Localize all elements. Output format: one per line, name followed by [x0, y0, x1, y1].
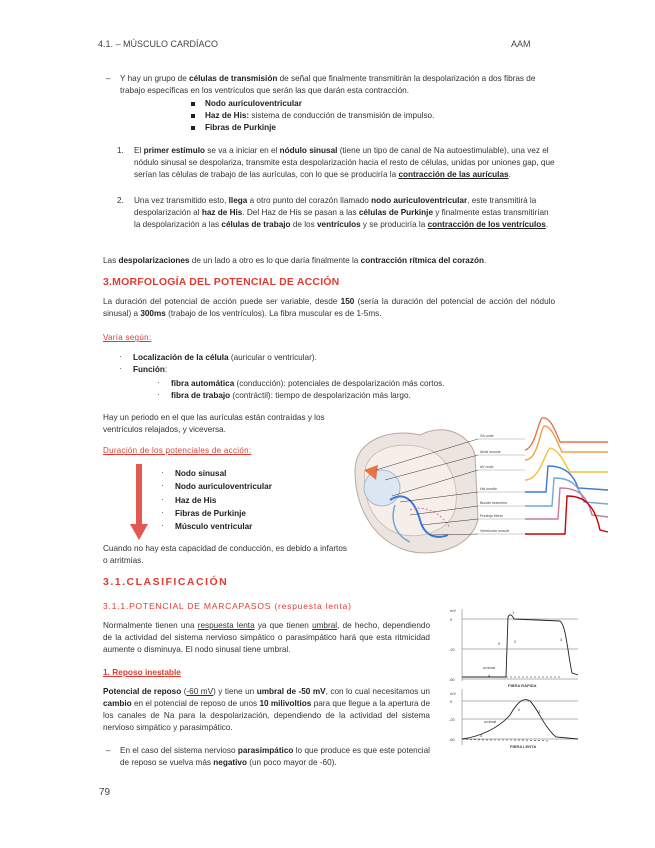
- summary-paragraph: Las despolarizaciones de un lado a otro es lo que daría finalmente la contracción rítmica del corazón.: [103, 256, 487, 265]
- sub-item: Fibras de Purkinje: [191, 122, 434, 134]
- heart-label: SA node: [480, 434, 494, 438]
- funcion-item: · fibra automática (conducción): potenciales de despolarización más cortos.: [157, 378, 445, 388]
- duracion-label: Duración de los potenciales de acción:: [103, 446, 252, 455]
- section-3-paragraph: La duración del potencial de acción puede ser variable, desde 150 (sería la duración del potencial de acción del nódulo sinusal) a 300ms (trabajo de los ventrículos). La fibra muscular es de 1-5ms.: [103, 297, 555, 318]
- square-bullet-icon: [191, 102, 195, 106]
- section-3-title: 3.MORFOLOGÍA DEL POTENCIAL DE ACCIÓN: [103, 276, 340, 288]
- heart-action-potentials-figure: [350, 410, 612, 558]
- page-number: 79: [99, 787, 111, 798]
- varia-item: · Función:: [119, 363, 168, 374]
- square-bullet-icon: [191, 114, 195, 118]
- cuando-paragraph: Cuando no hay esta capacidad de conducción, es debido a infartos o arritmias.: [103, 544, 347, 565]
- funcion-item: · fibra de trabajo (contráctil): tiempo de despolarización más largo.: [157, 389, 411, 400]
- section-3-1-1-title: 3.1.1.POTENCIAL DE MARCAPASOS (respuesta lenta): [103, 601, 352, 611]
- graph-caption: FIBRA LENTA: [510, 744, 537, 749]
- y-tick: -20: [449, 647, 455, 652]
- graph-caption: FIBRA RÁPIDA: [508, 683, 537, 688]
- y-tick: -60: [449, 737, 455, 742]
- duracion-item: · Fibras de Purkinje: [161, 507, 246, 518]
- varia-item: · Localización de la célula (auricular o ventricular).: [119, 352, 317, 362]
- parasimpatico-dash-item: – En el caso del sistema nervioso parasimpático lo que produce es que este potencial de reposo se vuelva más negativo (un poco mayor de -60).: [106, 746, 430, 767]
- y-tick: 0: [450, 699, 453, 704]
- sub-item: Nodo auriculoventricular: [191, 98, 434, 110]
- heart-label: Ventricular muscle: [480, 529, 510, 533]
- header-author: AAM: [511, 39, 531, 49]
- reposo-title: 1. Reposo inestable: [103, 667, 181, 677]
- square-bullet-icon: [191, 126, 195, 130]
- sub-item: Haz de His: sistema de conducción de transmisión de impulso.: [191, 110, 434, 122]
- y-axis-label: mV: [450, 608, 456, 613]
- duracion-item: · Nodo sinusal: [161, 468, 227, 478]
- duracion-item: · Músculo ventricular: [161, 521, 253, 532]
- funcion-list: [157, 378, 445, 402]
- step-1: 1. El primer estímulo se va a iniciar en el nódulo sinusal (tiene un tipo de canal de Na autoestimulable), una vez el nódulo sinusal se despolariza, transmite esta despolarización hacia el resto de células, unidas por uniones gap, que serían las células de trabajo de las aurículas, con lo que se produciría la contracción de las aurículas.: [117, 146, 555, 179]
- phase-label: 4: [488, 673, 491, 678]
- varia-list: [119, 352, 317, 376]
- phase-label: 3: [538, 709, 541, 714]
- header-section: 4.1. – MÚSCULO CARDÍACO: [98, 39, 219, 49]
- intro-sub-list: [191, 98, 434, 134]
- y-tick: -60: [449, 677, 455, 682]
- duracion-item: · Nodo auriculoventricular: [161, 481, 272, 492]
- y-tick: -20: [449, 717, 455, 722]
- heart-label: His bundle: [480, 487, 497, 491]
- fibra-potential-graph: [448, 605, 588, 750]
- duracion-item: · Haz de His: [161, 494, 217, 505]
- heart-label: AV node: [480, 465, 494, 469]
- y-axis-label: mV: [450, 691, 456, 696]
- intro-dash-item: – Y hay un grupo de células de transmisión de señal que finalmente transmitirán la despolarización a dos fibras de trabajo específicas en los ventrículos que serán las que darán esta contracción.: [106, 74, 536, 95]
- reposo-paragraph: Potencial de reposo (-60 mV) y tiene un umbral de -50 mV, con lo cual necesitamos un cambio en el potencial de reposo de unos 10 milivoltios para que llegue a la apertura de los canales de Na para la despolarización, dependiendo de la actividad del sistema nervioso simpático y parasimpático.: [103, 687, 430, 732]
- phase-label: 4: [480, 733, 483, 738]
- down-arrow-icon: [128, 462, 150, 542]
- varia-label: Varía según:: [103, 333, 152, 342]
- heart-label: Bundle branches: [480, 501, 507, 505]
- periodo-paragraph: Hay un periodo en el que las aurículas están contraídas y los ventrículos relajados, y viceversa.: [103, 413, 325, 434]
- dash-bullet: –: [106, 74, 111, 83]
- step-2: 2. Una vez transmitido esto, llega a otro punto del corazón llamado nodo auriculoventricular, este transmitirá la despolarización al haz de His. Del Haz de His se pasan a las células de Purkinje y finalmente estas transmitirían la despolarización a las células de trabajo de los ventrículos y se produciría la contracción de los ventrículos.: [117, 196, 549, 229]
- heart-label: Atrial muscle: [480, 450, 501, 454]
- section-3-1-title: 3.1.CLASIFICACIÓN: [103, 576, 229, 588]
- phase-label: 0: [498, 641, 501, 646]
- duracion-list: [161, 467, 272, 533]
- umbral-label: umbral: [484, 719, 497, 724]
- phase-label: 3: [560, 637, 563, 642]
- phase-label: 2: [514, 639, 517, 644]
- heart-label: Purkinje fibers: [480, 514, 503, 518]
- umbral-label: umbral: [483, 665, 496, 670]
- y-tick: 0: [450, 617, 453, 622]
- phase-label: 0: [518, 707, 521, 712]
- section-3-1-paragraph: Normalmente tienen una respuesta lenta ya que tienen umbral, de hecho, dependiendo de la actividad del sistema nervioso simpático o parasimpático hará que esta ritmicidad aumente o disminuya. El nodo sinusal tiene umbral.: [103, 621, 431, 654]
- phase-label: 1: [512, 610, 515, 615]
